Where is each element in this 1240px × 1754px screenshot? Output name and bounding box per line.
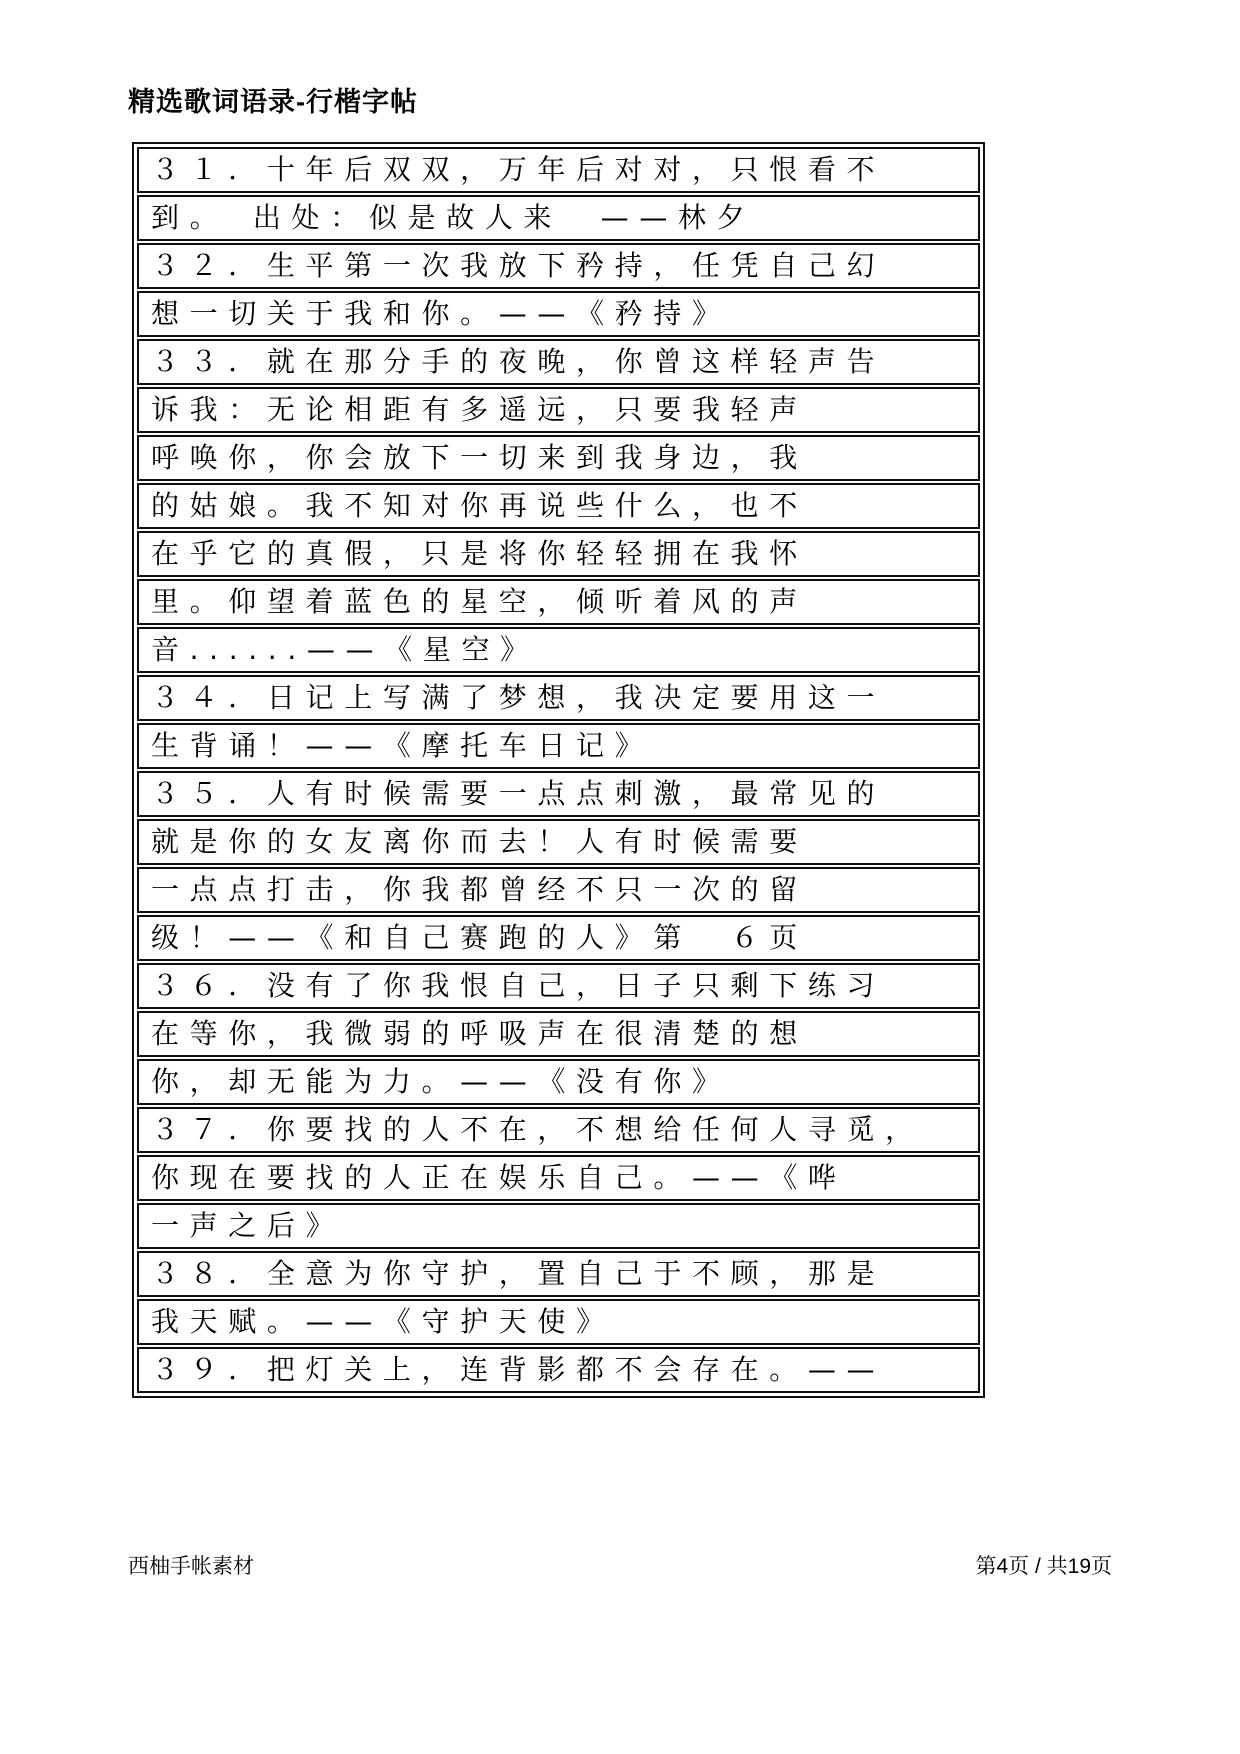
copybook-row: ３１．十年后双双，万年后对对，只恨看不 — [137, 147, 980, 193]
copybook-row: ３４．日记上写满了梦想，我决定要用这一 — [137, 675, 980, 721]
copybook-row: 想一切关于我和你。——《矜持》 — [137, 291, 980, 337]
copybook-row: 级！——《和自己赛跑的人》第 ６页 — [137, 915, 980, 961]
copybook-row: 一声之后》 — [137, 1203, 980, 1249]
copybook-row: 一点点打击，你我都曾经不只一次的留 — [137, 867, 980, 913]
copybook-row: ３８．全意为你守护，置自己于不顾，那是 — [137, 1251, 980, 1297]
copybook-table — [132, 142, 985, 1398]
copybook-row: ３３．就在那分手的夜晚，你曾这样轻声告 — [137, 339, 980, 385]
copybook-row: 我天赋。——《守护天使》 — [137, 1299, 980, 1345]
copybook-row: ３２．生平第一次我放下矜持，任凭自己幻 — [137, 243, 980, 289]
copybook-row: 诉我：无论相距有多遥远，只要我轻声 — [137, 387, 980, 433]
copybook-row: ３７．你要找的人不在，不想给任何人寻觅， — [137, 1107, 980, 1153]
copybook-row: 在等你，我微弱的呼吸声在很清楚的想 — [137, 1011, 980, 1057]
copybook-row: 就是你的女友离你而去！人有时候需要 — [137, 819, 980, 865]
footer-page-number: 第4页 / 共19页 — [975, 1555, 1112, 1578]
copybook-row: ３６．没有了你我恨自己，日子只剩下练习 — [137, 963, 980, 1009]
copybook-row: 到。 出处：似是故人来 ——林夕 — [137, 195, 980, 241]
copybook-row: 呼唤你，你会放下一切来到我身边，我 — [137, 435, 980, 481]
copybook-row: 你，却无能为力。——《没有你》 — [137, 1059, 980, 1105]
copybook-row: 你现在要找的人正在娱乐自己。——《哗 — [137, 1155, 980, 1201]
copybook-row: 在乎它的真假，只是将你轻轻拥在我怀 — [137, 531, 980, 577]
copybook-row: ３９．把灯关上，连背影都不会存在。—— — [137, 1347, 980, 1393]
copybook-row: ３５．人有时候需要一点点刺激，最常见的 — [137, 771, 980, 817]
copybook-row: 里。仰望着蓝色的星空，倾听着风的声 — [137, 579, 980, 625]
page-title: 精选歌词语录-行楷字帖 — [128, 87, 418, 117]
copybook-row: 生背诵！——《摩托车日记》 — [137, 723, 980, 769]
copybook-row: 音......——《星空》 — [137, 627, 980, 673]
copybook-row: 的姑娘。我不知对你再说些什么，也不 — [137, 483, 980, 529]
footer-source-label: 西柚手帐素材 — [128, 1555, 254, 1578]
